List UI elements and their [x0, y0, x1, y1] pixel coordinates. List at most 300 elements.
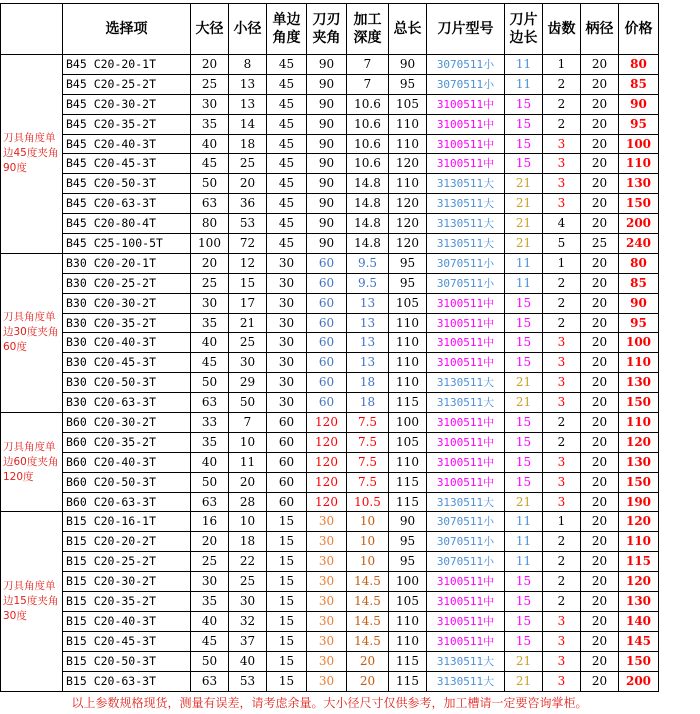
cell-side-angle: 15 [267, 552, 307, 572]
cell-tip-angle: 90 [307, 214, 347, 234]
cell-tip-angle: 90 [307, 234, 347, 254]
table-row [1, 194, 659, 214]
cell-big-diameter: 30 [191, 94, 229, 114]
group-label: 刀具角度单边15度夹角30度 [1, 512, 63, 691]
cell-small-diameter: 53 [229, 214, 267, 234]
cell-teeth: 3 [543, 611, 581, 631]
cell-model: B45 C20-45-3T [63, 154, 191, 174]
cell-depth: 10 [347, 532, 389, 552]
table-row [1, 452, 659, 472]
cell-shank: 20 [581, 293, 619, 313]
cell-small-diameter: 37 [229, 631, 267, 651]
cell-tip-angle: 30 [307, 651, 347, 671]
cell-blade: 3130511大 [427, 234, 505, 254]
cell-shank: 20 [581, 253, 619, 273]
cell-price: 90 [619, 94, 659, 114]
table-row [1, 273, 659, 293]
cell-blade: 3130511大 [427, 373, 505, 393]
cell-tip-angle: 120 [307, 492, 347, 512]
cell-shank: 20 [581, 313, 619, 333]
cell-big-diameter: 25 [191, 273, 229, 293]
cell-big-diameter: 16 [191, 512, 229, 532]
cell-edge: 21 [505, 492, 543, 512]
cell-price: 95 [619, 313, 659, 333]
cell-price: 110 [619, 154, 659, 174]
cell-length: 110 [389, 114, 427, 134]
cell-depth: 14.8 [347, 234, 389, 254]
cell-teeth: 2 [543, 114, 581, 134]
cell-edge: 15 [505, 631, 543, 651]
cell-model: B45 C20-50-3T [63, 174, 191, 194]
header-teeth: 齿数 [543, 4, 581, 55]
table-row [1, 393, 659, 413]
cell-shank: 20 [581, 572, 619, 592]
cell-side-angle: 30 [267, 293, 307, 313]
cell-small-diameter: 13 [229, 74, 267, 94]
cell-length: 115 [389, 492, 427, 512]
cell-model: B30 C20-20-1T [63, 253, 191, 273]
cell-tip-angle: 30 [307, 631, 347, 651]
cell-side-angle: 15 [267, 671, 307, 691]
cell-blade: 3130511大 [427, 492, 505, 512]
tool-spec-table [0, 3, 659, 714]
header-corner [1, 4, 63, 55]
cell-depth: 10 [347, 552, 389, 572]
cell-side-angle: 30 [267, 373, 307, 393]
header-tip-angle: 刀刃夹角 [307, 4, 347, 55]
cell-teeth: 2 [543, 293, 581, 313]
cell-model: B30 C20-40-3T [63, 333, 191, 353]
cell-side-angle: 30 [267, 353, 307, 373]
cell-price: 120 [619, 512, 659, 532]
table-row [1, 413, 659, 433]
cell-teeth: 1 [543, 253, 581, 273]
cell-length: 110 [389, 174, 427, 194]
cell-edge: 15 [505, 472, 543, 492]
table-row [1, 552, 659, 572]
cell-tip-angle: 30 [307, 572, 347, 592]
cell-depth: 9.5 [347, 253, 389, 273]
cell-shank: 20 [581, 671, 619, 691]
cell-blade: 3100511中 [427, 432, 505, 452]
cell-edge: 15 [505, 94, 543, 114]
table-row [1, 333, 659, 353]
cell-price: 110 [619, 413, 659, 433]
table-row [1, 532, 659, 552]
cell-small-diameter: 7 [229, 413, 267, 433]
cell-small-diameter: 10 [229, 432, 267, 452]
cell-length: 110 [389, 373, 427, 393]
cell-price: 110 [619, 353, 659, 373]
cell-edge: 15 [505, 432, 543, 452]
cell-price: 140 [619, 611, 659, 631]
cell-blade: 3100511中 [427, 134, 505, 154]
cell-side-angle: 15 [267, 592, 307, 612]
cell-small-diameter: 30 [229, 353, 267, 373]
table-row [1, 512, 659, 532]
cell-small-diameter: 32 [229, 611, 267, 631]
cell-shank: 20 [581, 413, 619, 433]
cell-blade: 3100511中 [427, 472, 505, 492]
cell-shank: 20 [581, 492, 619, 512]
header-price: 价格 [619, 4, 659, 55]
cell-side-angle: 45 [267, 214, 307, 234]
cell-blade: 3100511中 [427, 333, 505, 353]
cell-depth: 20 [347, 671, 389, 691]
cell-small-diameter: 11 [229, 452, 267, 472]
table-row [1, 611, 659, 631]
header-edge: 刀片边长 [505, 4, 543, 55]
table-row [1, 214, 659, 234]
cell-edge: 15 [505, 572, 543, 592]
cell-teeth: 3 [543, 452, 581, 472]
cell-small-diameter: 72 [229, 234, 267, 254]
cell-edge: 11 [505, 512, 543, 532]
cell-small-diameter: 30 [229, 592, 267, 612]
cell-teeth: 3 [543, 492, 581, 512]
cell-big-diameter: 30 [191, 572, 229, 592]
cell-shank: 20 [581, 452, 619, 472]
cell-depth: 14.8 [347, 174, 389, 194]
cell-model: B30 C20-25-2T [63, 273, 191, 293]
cell-shank: 20 [581, 214, 619, 234]
cell-small-diameter: 25 [229, 333, 267, 353]
cell-side-angle: 60 [267, 492, 307, 512]
cell-edge: 21 [505, 194, 543, 214]
cell-depth: 7.5 [347, 452, 389, 472]
table-row [1, 472, 659, 492]
cell-length: 120 [389, 234, 427, 254]
cell-side-angle: 30 [267, 393, 307, 413]
table-row [1, 94, 659, 114]
cell-edge: 15 [505, 313, 543, 333]
table-row [1, 55, 659, 75]
cell-model: B45 C20-30-2T [63, 94, 191, 114]
cell-depth: 13 [347, 333, 389, 353]
cell-depth: 13 [347, 313, 389, 333]
cell-teeth: 2 [543, 94, 581, 114]
header-length: 总长 [389, 4, 427, 55]
cell-price: 90 [619, 293, 659, 313]
cell-side-angle: 15 [267, 532, 307, 552]
cell-depth: 18 [347, 393, 389, 413]
cell-shank: 20 [581, 74, 619, 94]
cell-big-diameter: 63 [191, 194, 229, 214]
cell-shank: 20 [581, 94, 619, 114]
cell-teeth: 2 [543, 572, 581, 592]
cell-depth: 7.5 [347, 472, 389, 492]
cell-edge: 15 [505, 333, 543, 353]
cell-side-angle: 60 [267, 452, 307, 472]
cell-small-diameter: 18 [229, 532, 267, 552]
cell-edge: 11 [505, 55, 543, 75]
cell-big-diameter: 50 [191, 651, 229, 671]
cell-small-diameter: 40 [229, 651, 267, 671]
cell-teeth: 2 [543, 592, 581, 612]
cell-teeth: 2 [543, 532, 581, 552]
cell-price: 115 [619, 552, 659, 572]
cell-model: B60 C20-30-2T [63, 413, 191, 433]
cell-blade: 3070511小 [427, 552, 505, 572]
cell-side-angle: 45 [267, 114, 307, 134]
cell-tip-angle: 90 [307, 154, 347, 174]
cell-tip-angle: 60 [307, 313, 347, 333]
cell-tip-angle: 90 [307, 94, 347, 114]
cell-side-angle: 15 [267, 651, 307, 671]
cell-blade: 3100511中 [427, 114, 505, 134]
cell-shank: 20 [581, 114, 619, 134]
table-row [1, 492, 659, 512]
cell-price: 120 [619, 432, 659, 452]
cell-length: 110 [389, 333, 427, 353]
cell-teeth: 3 [543, 472, 581, 492]
cell-model: B45 C20-25-2T [63, 74, 191, 94]
cell-teeth: 3 [543, 651, 581, 671]
cell-edge: 11 [505, 253, 543, 273]
cell-blade: 3130511大 [427, 174, 505, 194]
cell-price: 240 [619, 234, 659, 254]
header-blade: 刀片型号 [427, 4, 505, 55]
cell-side-angle: 45 [267, 134, 307, 154]
table-row [1, 592, 659, 612]
cell-depth: 7.5 [347, 413, 389, 433]
cell-depth: 13 [347, 293, 389, 313]
cell-small-diameter: 28 [229, 492, 267, 512]
cell-side-angle: 30 [267, 333, 307, 353]
cell-edge: 21 [505, 174, 543, 194]
cell-side-angle: 30 [267, 253, 307, 273]
table-row [1, 631, 659, 651]
cell-shank: 20 [581, 194, 619, 214]
cell-teeth: 3 [543, 174, 581, 194]
cell-edge: 21 [505, 214, 543, 234]
table-row [1, 313, 659, 333]
cell-tip-angle: 60 [307, 393, 347, 413]
cell-price: 80 [619, 253, 659, 273]
cell-tip-angle: 30 [307, 611, 347, 631]
cell-side-angle: 45 [267, 174, 307, 194]
cell-price: 130 [619, 373, 659, 393]
cell-price: 150 [619, 472, 659, 492]
table-row [1, 114, 659, 134]
cell-price: 130 [619, 592, 659, 612]
cell-length: 90 [389, 55, 427, 75]
cell-teeth: 2 [543, 313, 581, 333]
cell-length: 100 [389, 413, 427, 433]
cell-length: 95 [389, 74, 427, 94]
table-row [1, 134, 659, 154]
table-row [1, 253, 659, 273]
cell-model: B45 C20-63-3T [63, 194, 191, 214]
cell-tip-angle: 60 [307, 253, 347, 273]
cell-shank: 20 [581, 592, 619, 612]
cell-shank: 20 [581, 432, 619, 452]
cell-model: B15 C20-25-2T [63, 552, 191, 572]
cell-edge: 11 [505, 552, 543, 572]
cell-small-diameter: 22 [229, 552, 267, 572]
cell-depth: 7.5 [347, 432, 389, 452]
cell-teeth: 2 [543, 273, 581, 293]
cell-model: B15 C20-20-2T [63, 532, 191, 552]
cell-tip-angle: 90 [307, 114, 347, 134]
cell-shank: 20 [581, 333, 619, 353]
cell-model: B30 C20-30-2T [63, 293, 191, 313]
cell-model: B60 C20-40-3T [63, 452, 191, 472]
cell-depth: 7 [347, 74, 389, 94]
cell-edge: 11 [505, 273, 543, 293]
cell-length: 95 [389, 273, 427, 293]
cell-blade: 3070511小 [427, 532, 505, 552]
cell-shank: 20 [581, 134, 619, 154]
header-big-diameter: 大径 [191, 4, 229, 55]
cell-model: B45 C25-100-5T [63, 234, 191, 254]
cell-small-diameter: 25 [229, 572, 267, 592]
cell-depth: 10.6 [347, 134, 389, 154]
cell-edge: 21 [505, 373, 543, 393]
cell-tip-angle: 30 [307, 671, 347, 691]
cell-blade: 3100511中 [427, 293, 505, 313]
cell-model: B30 C20-50-3T [63, 373, 191, 393]
cell-edge: 11 [505, 532, 543, 552]
cell-blade: 3130511大 [427, 194, 505, 214]
cell-big-diameter: 100 [191, 234, 229, 254]
cell-tip-angle: 120 [307, 452, 347, 472]
cell-small-diameter: 14 [229, 114, 267, 134]
cell-side-angle: 45 [267, 194, 307, 214]
header-model: 选择项 [63, 4, 191, 55]
table-row [1, 373, 659, 393]
cell-model: B60 C20-63-3T [63, 492, 191, 512]
cell-depth: 14.5 [347, 592, 389, 612]
cell-blade: 3100511中 [427, 313, 505, 333]
cell-side-angle: 15 [267, 512, 307, 532]
cell-edge: 21 [505, 651, 543, 671]
cell-shank: 20 [581, 472, 619, 492]
cell-length: 105 [389, 592, 427, 612]
cell-tip-angle: 30 [307, 592, 347, 612]
cell-big-diameter: 50 [191, 174, 229, 194]
cell-model: B45 C20-20-1T [63, 55, 191, 75]
cell-length: 110 [389, 611, 427, 631]
cell-small-diameter: 12 [229, 253, 267, 273]
cell-side-angle: 45 [267, 94, 307, 114]
cell-price: 100 [619, 333, 659, 353]
cell-length: 95 [389, 253, 427, 273]
cell-teeth: 3 [543, 154, 581, 174]
cell-edge: 15 [505, 293, 543, 313]
cell-shank: 20 [581, 393, 619, 413]
cell-tip-angle: 60 [307, 353, 347, 373]
cell-shank: 20 [581, 273, 619, 293]
cell-teeth: 3 [543, 671, 581, 691]
cell-tip-angle: 60 [307, 333, 347, 353]
cell-big-diameter: 20 [191, 532, 229, 552]
cell-blade: 3070511小 [427, 253, 505, 273]
table-row [1, 174, 659, 194]
table-row [1, 293, 659, 313]
cell-edge: 15 [505, 592, 543, 612]
cell-blade: 3100511中 [427, 611, 505, 631]
cell-blade: 3130511大 [427, 651, 505, 671]
cell-big-diameter: 35 [191, 592, 229, 612]
cell-small-diameter: 17 [229, 293, 267, 313]
cell-blade: 3100511中 [427, 631, 505, 651]
cell-length: 105 [389, 432, 427, 452]
cell-length: 105 [389, 94, 427, 114]
cell-blade: 3070511小 [427, 273, 505, 293]
cell-side-angle: 15 [267, 631, 307, 651]
cell-model: B15 C20-30-2T [63, 572, 191, 592]
cell-shank: 20 [581, 552, 619, 572]
cell-edge: 21 [505, 671, 543, 691]
cell-length: 110 [389, 631, 427, 651]
cell-teeth: 5 [543, 234, 581, 254]
cell-blade: 3100511中 [427, 572, 505, 592]
cell-side-angle: 45 [267, 55, 307, 75]
cell-price: 130 [619, 174, 659, 194]
cell-shank: 20 [581, 154, 619, 174]
cell-length: 115 [389, 393, 427, 413]
cell-small-diameter: 50 [229, 393, 267, 413]
cell-big-diameter: 33 [191, 413, 229, 433]
cell-small-diameter: 8 [229, 55, 267, 75]
cell-model: B30 C20-45-3T [63, 353, 191, 373]
cell-length: 115 [389, 671, 427, 691]
cell-small-diameter: 36 [229, 194, 267, 214]
cell-small-diameter: 10 [229, 512, 267, 532]
cell-teeth: 3 [543, 134, 581, 154]
cell-tip-angle: 90 [307, 194, 347, 214]
cell-big-diameter: 30 [191, 293, 229, 313]
cell-side-angle: 30 [267, 313, 307, 333]
table-row [1, 651, 659, 671]
cell-length: 95 [389, 532, 427, 552]
cell-model: B60 C20-50-3T [63, 472, 191, 492]
cell-small-diameter: 25 [229, 154, 267, 174]
cell-side-angle: 15 [267, 611, 307, 631]
cell-big-diameter: 35 [191, 114, 229, 134]
cell-side-angle: 30 [267, 273, 307, 293]
cell-depth: 7 [347, 55, 389, 75]
cell-side-angle: 60 [267, 472, 307, 492]
cell-teeth: 1 [543, 512, 581, 532]
cell-teeth: 2 [543, 552, 581, 572]
cell-tip-angle: 120 [307, 472, 347, 492]
cell-tip-angle: 120 [307, 413, 347, 433]
cell-big-diameter: 40 [191, 611, 229, 631]
cell-price: 145 [619, 631, 659, 651]
cell-side-angle: 15 [267, 572, 307, 592]
cell-model: B15 C20-35-2T [63, 592, 191, 612]
cell-tip-angle: 30 [307, 552, 347, 572]
cell-blade: 3070511小 [427, 74, 505, 94]
cell-small-diameter: 13 [229, 94, 267, 114]
cell-tip-angle: 30 [307, 512, 347, 532]
cell-model: B15 C20-16-1T [63, 512, 191, 532]
cell-teeth: 3 [543, 353, 581, 373]
cell-big-diameter: 40 [191, 134, 229, 154]
cell-depth: 14.8 [347, 214, 389, 234]
cell-edge: 15 [505, 134, 543, 154]
cell-big-diameter: 45 [191, 631, 229, 651]
cell-price: 80 [619, 55, 659, 75]
cell-model: B15 C20-45-3T [63, 631, 191, 651]
cell-price: 85 [619, 273, 659, 293]
table-row [1, 234, 659, 254]
cell-teeth: 2 [543, 432, 581, 452]
cell-side-angle: 45 [267, 74, 307, 94]
cell-price: 100 [619, 134, 659, 154]
